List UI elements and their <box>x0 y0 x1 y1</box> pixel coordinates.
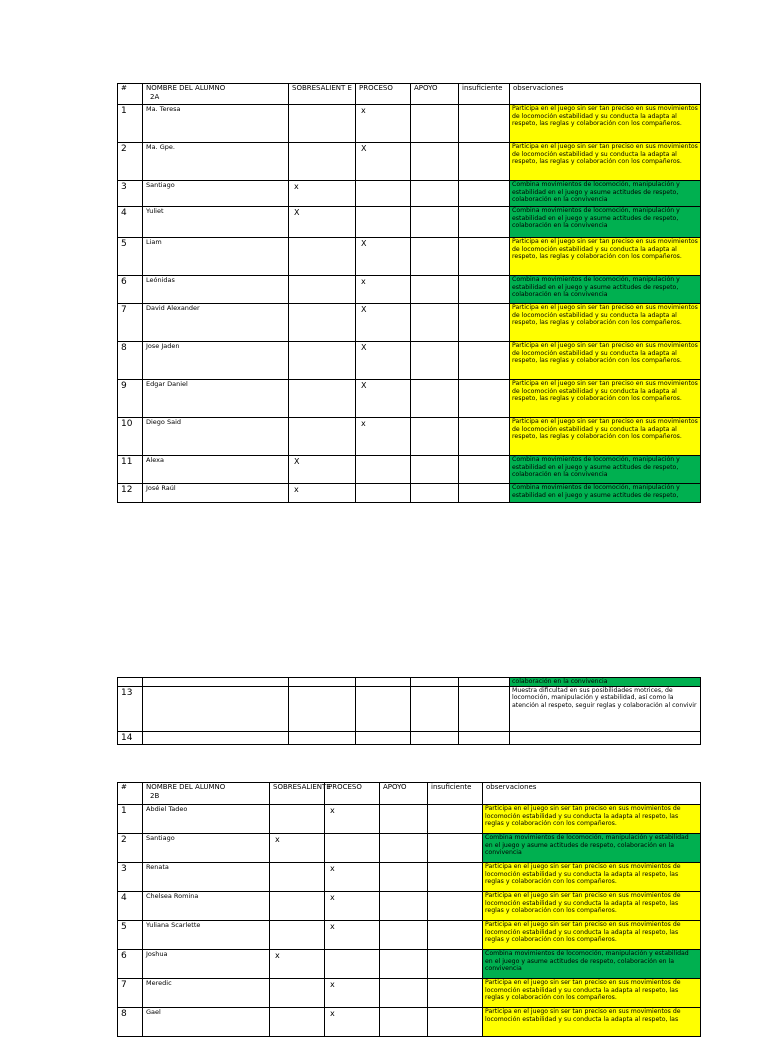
header-group: 2B <box>150 792 160 800</box>
insuficiente-cell <box>459 731 510 744</box>
proceso-mark: x <box>356 418 411 456</box>
observation-cell: Participa en el juego sin ser tan preciso en sus movimientos de locomoción estabilidad y su conducta la adapta al respeto, las <box>483 1008 701 1037</box>
row-number: 1 <box>118 105 143 143</box>
student-name: Jose Jaden <box>143 342 289 380</box>
table-2a <box>117 83 701 503</box>
student-name: Leónidas <box>143 276 289 304</box>
proceso-mark <box>356 484 411 503</box>
row-number: 6 <box>118 950 143 979</box>
observation-cell: Participa en el juego sin ser tan preciso en sus movimientos de locomoción estabilidad y su conducta la adapta al respeto, las reglas y colaboración con los compañeros. <box>510 143 701 181</box>
header-observaciones: observaciones <box>510 84 701 105</box>
sobresaliente-mark: X <box>289 207 356 238</box>
header-num: # <box>118 783 143 805</box>
row-number: 12 <box>118 484 143 503</box>
observation-cell: Participa en el juego sin ser tan preciso en sus movimientos de locomoción estabilidad y su conducta la adapta al respeto, las reglas y colaboración con los compañeros. <box>510 380 701 418</box>
observation-cell: Participa en el juego sin ser tan preciso en sus movimientos de locomoción estabilidad y su conducta la adapta al respeto, las reglas y colaboración con los compañeros. <box>483 863 701 892</box>
insuficiente-cell <box>428 834 483 863</box>
proceso-mark: X <box>356 143 411 181</box>
proceso-mark <box>356 207 411 238</box>
header-sobresaliente: SOBRESALIENTE <box>270 783 325 805</box>
header-proceso: PROCESO <box>325 783 380 805</box>
row-number: 10 <box>118 418 143 456</box>
row-number: 5 <box>118 238 143 276</box>
observation-cell <box>510 731 701 744</box>
sobresaliente-mark: x <box>270 950 325 979</box>
table-row <box>118 143 701 181</box>
table-2a-body <box>118 105 701 503</box>
header-observaciones: observaciones <box>483 783 701 805</box>
sobresaliente-mark <box>289 238 356 276</box>
row-number: 3 <box>118 863 143 892</box>
table-row <box>118 380 701 418</box>
header-sobresaliente: SOBRESALIENT E <box>289 84 356 105</box>
proceso-mark: x <box>356 105 411 143</box>
sobresaliente-mark <box>289 342 356 380</box>
table-row <box>118 207 701 238</box>
proceso-mark <box>325 834 380 863</box>
apoyo-cell <box>411 484 459 503</box>
observation-cell: colaboración en la convivencia <box>510 678 701 687</box>
apoyo-cell <box>380 863 428 892</box>
row-number: 3 <box>118 181 143 207</box>
observation-cell: Combina movimientos de locomoción, manipulación y estabilidad en el juego y asume actitudes de respeto, colaboración en la convivencia <box>510 456 701 484</box>
student-name: Joshua <box>143 950 270 979</box>
proceso-mark: X <box>356 304 411 342</box>
insuficiente-cell <box>459 456 510 484</box>
observation-cell: Participa en el juego sin ser tan preciso en sus movimientos de locomoción estabilidad y su conducta la adapta al respeto, las reglas y colaboración con los compañeros. <box>510 418 701 456</box>
student-name: Yuliana Scarlette <box>143 921 270 950</box>
apoyo-cell <box>380 979 428 1008</box>
proceso-mark <box>325 950 380 979</box>
apoyo-cell <box>380 805 428 834</box>
apoyo-cell <box>411 731 459 744</box>
student-name: Liam <box>143 238 289 276</box>
apoyo-cell <box>411 686 459 731</box>
insuficiente-cell <box>459 238 510 276</box>
insuficiente-cell <box>459 276 510 304</box>
observation-cell: Combina movimientos de locomoción, manipulación y estabilidad en el juego y asume actitudes de respeto, colaboración en la convivencia <box>510 207 701 238</box>
proceso-mark: x <box>325 892 380 921</box>
insuficiente-cell <box>428 805 483 834</box>
insuficiente-cell <box>459 686 510 731</box>
table-row <box>118 686 701 731</box>
header-insuficiente: insuficiente <box>459 84 510 105</box>
insuficiente-cell <box>459 304 510 342</box>
proceso-mark <box>356 686 411 731</box>
apoyo-cell <box>411 418 459 456</box>
table-row <box>118 678 701 687</box>
student-name: Santiago <box>143 181 289 207</box>
student-name: Gael <box>143 1008 270 1037</box>
apoyo-cell <box>411 342 459 380</box>
insuficiente-cell <box>428 979 483 1008</box>
apoyo-cell <box>411 304 459 342</box>
table-2b <box>117 782 701 1037</box>
apoyo-cell <box>411 276 459 304</box>
sobresaliente-mark <box>270 921 325 950</box>
insuficiente-cell <box>459 418 510 456</box>
row-number: 8 <box>118 1008 143 1037</box>
student-name: Alexa <box>143 456 289 484</box>
sobresaliente-mark <box>289 731 356 744</box>
observation-cell: Combina movimientos de locomoción, manipulación y estabilidad en el juego y asume actitudes de respeto, colaboración en la convivencia <box>483 834 701 863</box>
observation-cell: Participa en el juego sin ser tan preciso en sus movimientos de locomoción estabilidad y su conducta la adapta al respeto, las reglas y colaboración con los compañeros. <box>510 304 701 342</box>
observation-cell: Muestra dificultad en sus posibilidades motrices, de locomoción, manipulación y estabilidad, así como la atención al respeto, seguir reglas y colaboración al convivir <box>510 686 701 731</box>
header-num: # <box>118 84 143 105</box>
row-number: 1 <box>118 805 143 834</box>
student-name: Yuliet <box>143 207 289 238</box>
observation-cell: Participa en el juego sin ser tan preciso en sus movimientos de locomoción estabilidad y su conducta la adapta al respeto, las reglas y colaboración con los compañeros. <box>510 238 701 276</box>
table-row <box>118 834 701 863</box>
insuficiente-cell <box>459 342 510 380</box>
table-row <box>118 418 701 456</box>
table-row <box>118 181 701 207</box>
sobresaliente-mark <box>289 105 356 143</box>
student-name <box>143 731 289 744</box>
observation-cell: Combina movimientos de locomoción, manipulación y estabilidad en el juego y asume actitudes de respeto, colaboración en la convivencia <box>483 950 701 979</box>
row-number: 4 <box>118 207 143 238</box>
row-number: 14 <box>118 731 143 744</box>
row-number: 2 <box>118 834 143 863</box>
table-row <box>118 863 701 892</box>
observation-cell: Participa en el juego sin ser tan preciso en sus movimientos de locomoción estabilidad y su conducta la adapta al respeto, las reglas y colaboración con los compañeros. <box>483 805 701 834</box>
student-name: Santiago <box>143 834 270 863</box>
observation-cell: Participa en el juego sin ser tan preciso en sus movimientos de locomoción estabilidad y su conducta la adapta al respeto, las reglas y colaboración con los compañeros. <box>510 342 701 380</box>
apoyo-cell <box>380 1008 428 1037</box>
sobresaliente-mark: x <box>289 484 356 503</box>
sobresaliente-mark <box>270 805 325 834</box>
student-name: Ma. Teresa <box>143 105 289 143</box>
sobresaliente-mark <box>270 979 325 1008</box>
proceso-mark: X <box>356 238 411 276</box>
observation-cell: Participa en el juego sin ser tan preciso en sus movimientos de locomoción estabilidad y su conducta la adapta al respeto, las reglas y colaboración con los compañeros. <box>483 921 701 950</box>
proceso-mark: x <box>325 805 380 834</box>
proceso-mark <box>356 181 411 207</box>
sobresaliente-mark <box>289 276 356 304</box>
student-name: Ma. Gpe. <box>143 143 289 181</box>
sobresaliente-mark <box>289 686 356 731</box>
student-name: Edgar Daniel <box>143 380 289 418</box>
table-row <box>118 892 701 921</box>
table-row <box>118 342 701 380</box>
apoyo-cell <box>411 456 459 484</box>
student-name: Renata <box>143 863 270 892</box>
apoyo-cell <box>411 238 459 276</box>
header-group: 2A <box>150 93 160 101</box>
header-apoyo: APOYO <box>380 783 428 805</box>
table-row <box>118 979 701 1008</box>
proceso-mark: X <box>356 342 411 380</box>
insuficiente-cell <box>428 863 483 892</box>
row-number: 7 <box>118 979 143 1008</box>
table-row <box>118 1008 701 1037</box>
proceso-mark: x <box>356 276 411 304</box>
apoyo-cell <box>380 892 428 921</box>
observation-cell: Participa en el juego sin ser tan preciso en sus movimientos de locomoción estabilidad y su conducta la adapta al respeto, las reglas y colaboración con los compañeros. <box>510 105 701 143</box>
sobresaliente-mark <box>270 1008 325 1037</box>
proceso-mark <box>356 731 411 744</box>
proceso-mark: x <box>325 1008 380 1037</box>
sobresaliente-mark: x <box>289 181 356 207</box>
table-row <box>118 805 701 834</box>
header-proceso: PROCESO <box>356 84 411 105</box>
sobresaliente-mark <box>270 892 325 921</box>
row-number: 11 <box>118 456 143 484</box>
insuficiente-cell <box>428 950 483 979</box>
table-2b-header <box>118 783 701 805</box>
row-number: 6 <box>118 276 143 304</box>
insuficiente-cell <box>428 1008 483 1037</box>
student-name: Chelsea Romina <box>143 892 270 921</box>
insuficiente-cell <box>459 105 510 143</box>
insuficiente-cell <box>459 143 510 181</box>
table-row <box>118 731 701 744</box>
proceso-mark: x <box>325 979 380 1008</box>
sobresaliente-mark <box>289 304 356 342</box>
insuficiente-cell <box>459 484 510 503</box>
table-row <box>118 276 701 304</box>
sobresaliente-mark: X <box>289 456 356 484</box>
proceso-mark: X <box>356 380 411 418</box>
table-row <box>118 105 701 143</box>
table-row <box>118 456 701 484</box>
sobresaliente-mark <box>289 143 356 181</box>
proceso-mark: x <box>325 863 380 892</box>
table-row <box>118 238 701 276</box>
table-row <box>118 921 701 950</box>
apoyo-cell <box>411 143 459 181</box>
table-2a-continued-body <box>118 686 701 744</box>
sobresaliente-mark <box>289 418 356 456</box>
observation-cell: Participa en el juego sin ser tan preciso en sus movimientos de locomoción estabilidad y su conducta la adapta al respeto, las reglas y colaboración con los compañeros. <box>483 892 701 921</box>
apoyo-cell <box>411 207 459 238</box>
header-name: NOMBRE DEL ALUMNO 2B <box>143 783 270 805</box>
header-apoyo: APOYO <box>411 84 459 105</box>
row-number: 5 <box>118 921 143 950</box>
apoyo-cell <box>411 181 459 207</box>
observation-cell: Combina movimientos de locomoción, manipulación y estabilidad en el juego y asume actitudes de respeto, colaboración en la convivencia <box>510 276 701 304</box>
observation-cell: Participa en el juego sin ser tan preciso en sus movimientos de locomoción estabilidad y su conducta la adapta al respeto, las reglas y colaboración con los compañeros. <box>483 979 701 1008</box>
table-row <box>118 950 701 979</box>
proceso-mark <box>356 456 411 484</box>
row-number: 2 <box>118 143 143 181</box>
insuficiente-cell <box>459 207 510 238</box>
row-number: 9 <box>118 380 143 418</box>
apoyo-cell <box>411 380 459 418</box>
observation-cell: Combina movimientos de locomoción, manipulación y estabilidad en el juego y asume actitudes de respeto, <box>510 484 701 503</box>
student-name: José Raúl <box>143 484 289 503</box>
table-row <box>118 484 701 503</box>
row-number: 8 <box>118 342 143 380</box>
student-name: Diego Said <box>143 418 289 456</box>
table-2b-body <box>118 805 701 1037</box>
table-row <box>118 304 701 342</box>
insuficiente-cell <box>428 892 483 921</box>
table-2a-header <box>118 84 701 105</box>
student-name: Meredic <box>143 979 270 1008</box>
insuficiente-cell <box>459 380 510 418</box>
apoyo-cell <box>411 105 459 143</box>
apoyo-cell <box>380 950 428 979</box>
sobresaliente-mark <box>270 863 325 892</box>
insuficiente-cell <box>428 921 483 950</box>
apoyo-cell <box>380 834 428 863</box>
proceso-mark: x <box>325 921 380 950</box>
observation-cell: Combina movimientos de locomoción, manipulación y estabilidad en el juego y asume actitudes de respeto, colaboración en la convivencia <box>510 181 701 207</box>
row-number: 13 <box>118 686 143 731</box>
student-name: David Alexander <box>143 304 289 342</box>
student-name: Abdiel Tadeo <box>143 805 270 834</box>
row-number: 7 <box>118 304 143 342</box>
header-name: NOMBRE DEL ALUMNO 2A <box>143 84 289 105</box>
header-insuficiente: insuficiente <box>428 783 483 805</box>
sobresaliente-mark <box>289 380 356 418</box>
table-2a-continued <box>117 677 701 745</box>
sobresaliente-mark: x <box>270 834 325 863</box>
student-name <box>143 686 289 731</box>
row-number: 4 <box>118 892 143 921</box>
insuficiente-cell <box>459 181 510 207</box>
apoyo-cell <box>380 921 428 950</box>
